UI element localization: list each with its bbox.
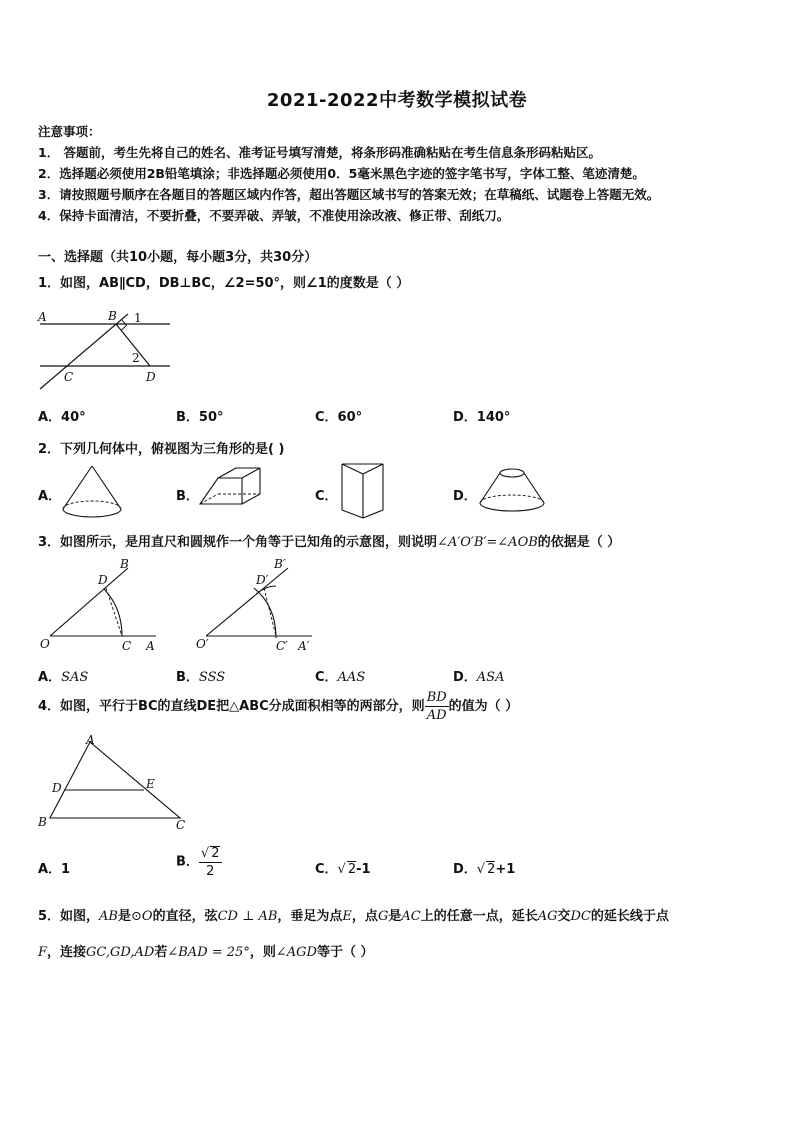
question-4-option-d[interactable]: D．√ 2+1 bbox=[453, 862, 516, 877]
math: ⊙O bbox=[131, 909, 153, 924]
math: CD ⊥ AB bbox=[217, 909, 278, 924]
label-d: D bbox=[98, 573, 108, 587]
section-heading: 一、选择题（共10小题，每小题3分，共30分） bbox=[38, 250, 318, 265]
notice-item-1: 1． 答题前，考生先将自己的姓名、准考证号填写清楚，将条形码准确粘贴在考生信息条形码粘贴区。 bbox=[38, 145, 602, 160]
question-3-stem-pre: 3．如图所示，是用直尺和圆规作一个角等于已知角的示意图，则说明 bbox=[38, 535, 438, 550]
math: E bbox=[342, 909, 352, 924]
label-e: E bbox=[146, 777, 155, 791]
label-c: C bbox=[176, 818, 186, 832]
question-3-option-d[interactable] bbox=[453, 666, 504, 685]
notice-item-3: 3．请按照题号顺序在各题目的答题区域内作答，超出答题区域书写的答案无效；在草稿纸、试题卷上答题无效。 bbox=[38, 187, 660, 202]
question-3-stem bbox=[38, 531, 620, 550]
triangle-abc bbox=[50, 742, 180, 818]
upright-prism-icon bbox=[338, 460, 388, 522]
label-a: A bbox=[146, 639, 155, 653]
question-4-figure bbox=[34, 732, 194, 832]
question-4-option-c[interactable]: C．√ 2-1 bbox=[315, 862, 371, 877]
frustum-icon bbox=[476, 465, 548, 517]
label-2: 2 bbox=[132, 351, 140, 365]
label-o-prime: O′ bbox=[196, 637, 209, 651]
question-3-figure-2 bbox=[192, 556, 324, 656]
question-5-line-2 bbox=[38, 941, 373, 960]
triangular-prism-icon bbox=[196, 464, 266, 514]
line-bc bbox=[40, 314, 128, 389]
option-text: SAS bbox=[61, 670, 89, 685]
text: 5．如图， bbox=[38, 909, 100, 924]
label-b: B bbox=[120, 557, 129, 571]
option-label: B． bbox=[176, 670, 199, 685]
question-2-option-d[interactable]: D． bbox=[453, 489, 477, 504]
text: ，点 bbox=[351, 909, 378, 924]
question-3-stem-math: ∠A′O′B′=∠AOB bbox=[437, 535, 538, 550]
option-text: AAS bbox=[337, 670, 366, 685]
option-label: D． bbox=[453, 862, 477, 877]
fraction-denominator: AD bbox=[426, 708, 447, 723]
question-1-option-a[interactable]: A．40° bbox=[38, 410, 86, 425]
question-5-line-1 bbox=[38, 905, 669, 924]
question-2-option-b[interactable]: B． bbox=[176, 489, 199, 504]
text: ，连接 bbox=[47, 945, 87, 960]
question-4-option-a[interactable]: A．1 bbox=[38, 862, 71, 877]
question-1-stem: 1．如图，AB∥CD，DB⊥BC，∠2=50°，则∠1的度数是（ ） bbox=[38, 276, 410, 291]
question-3-stem-post: 的依据是（ ） bbox=[537, 535, 621, 550]
label-d: D bbox=[146, 370, 156, 384]
question-4-stem bbox=[38, 691, 518, 722]
math: GC,GD,AD bbox=[86, 945, 155, 960]
label-a: A bbox=[86, 733, 95, 747]
label-a: A bbox=[38, 310, 47, 324]
question-3-option-b[interactable] bbox=[176, 666, 225, 685]
option-label: A． bbox=[38, 670, 62, 685]
math: G bbox=[377, 909, 389, 924]
option-label: C． bbox=[315, 862, 338, 877]
label-o: O bbox=[40, 637, 50, 651]
question-1-figure bbox=[36, 304, 176, 390]
text: 上的任意一点，延长 bbox=[420, 909, 538, 924]
text: 的延长线于点 bbox=[590, 909, 669, 924]
question-2-stem: 2．下列几何体中，俯视图为三角形的是( ) bbox=[38, 442, 285, 457]
label-c: C bbox=[122, 639, 132, 653]
text: 交 bbox=[557, 909, 571, 924]
label-b: B bbox=[108, 309, 117, 323]
radicand: 2 bbox=[347, 862, 357, 877]
page-title: 2021-2022中考数学模拟试卷 bbox=[266, 90, 528, 111]
question-2-option-a[interactable]: A． bbox=[38, 489, 62, 504]
question-3-option-c[interactable] bbox=[315, 666, 365, 685]
text: ，垂足为点 bbox=[277, 909, 343, 924]
question-2-option-c[interactable]: C． bbox=[315, 489, 338, 504]
math: ∠BAD = 25° bbox=[167, 945, 250, 960]
option-text: SSS bbox=[198, 670, 226, 685]
question-3-figure-1 bbox=[36, 556, 166, 656]
option-label: B． bbox=[176, 854, 199, 870]
math: AG bbox=[537, 909, 558, 924]
label-c-prime: C′ bbox=[276, 639, 288, 653]
question-4-stem-pre: 4．如图，平行于BC的直线DE把△ABC分成面积相等的两部分，则 bbox=[38, 699, 425, 714]
text: 的直径，弦 bbox=[152, 909, 218, 924]
label-1: 1 bbox=[134, 311, 142, 325]
right-angle-mark bbox=[122, 320, 127, 331]
math: AC bbox=[401, 909, 421, 924]
option-label: C． bbox=[315, 670, 338, 685]
notice-item-2: 2．选择题必须使用2B铅笔填涂；非选择题必须使用0．5毫米黑色字迹的签字笔书写，字体工整、笔迹清楚。 bbox=[38, 166, 645, 181]
option-text: ASA bbox=[476, 670, 505, 685]
math: DC bbox=[570, 909, 591, 924]
label-b: B bbox=[38, 815, 47, 829]
notice-heading: 注意事项： bbox=[38, 124, 101, 139]
text: 等于（ ） bbox=[316, 945, 374, 960]
math: ∠AGD bbox=[275, 945, 317, 960]
fraction-numerator: BD bbox=[426, 690, 447, 705]
math: AB bbox=[99, 909, 118, 924]
question-1-option-c[interactable]: C．60° bbox=[315, 410, 363, 425]
label-d: D bbox=[52, 781, 62, 795]
fraction-denominator: 2 bbox=[206, 864, 215, 879]
cone-icon bbox=[58, 463, 126, 523]
question-3-option-a[interactable] bbox=[38, 666, 88, 685]
label-c: C bbox=[64, 370, 74, 384]
math: F bbox=[38, 945, 48, 960]
question-4-stem-post: 的值为（ ） bbox=[448, 699, 519, 714]
label-b-prime: B′ bbox=[274, 557, 286, 571]
text: ，则 bbox=[249, 945, 276, 960]
text: 若 bbox=[154, 945, 168, 960]
label-d-prime: D′ bbox=[256, 573, 269, 587]
text: 是 bbox=[118, 909, 132, 924]
label-a-prime: A′ bbox=[298, 639, 310, 653]
text: 是 bbox=[388, 909, 402, 924]
question-4-fraction bbox=[425, 691, 449, 722]
question-1-option-b[interactable]: B．50° bbox=[176, 410, 224, 425]
notice-item-4: 4．保持卡面清洁，不要折叠，不要弄破、弄皱，不准使用涂改液、修正带、刮纸刀。 bbox=[38, 208, 510, 223]
option-tail: +1 bbox=[495, 862, 516, 877]
question-1-option-d[interactable]: D．140° bbox=[453, 410, 511, 425]
option-tail: -1 bbox=[356, 862, 371, 877]
option-label: D． bbox=[453, 670, 477, 685]
radicand: 2 bbox=[211, 846, 220, 861]
question-4-option-b[interactable] bbox=[176, 846, 222, 878]
sqrt2-over-2: $\frac{√ 2}{2}$ bbox=[200, 846, 220, 879]
radicand: 2 bbox=[487, 862, 496, 877]
